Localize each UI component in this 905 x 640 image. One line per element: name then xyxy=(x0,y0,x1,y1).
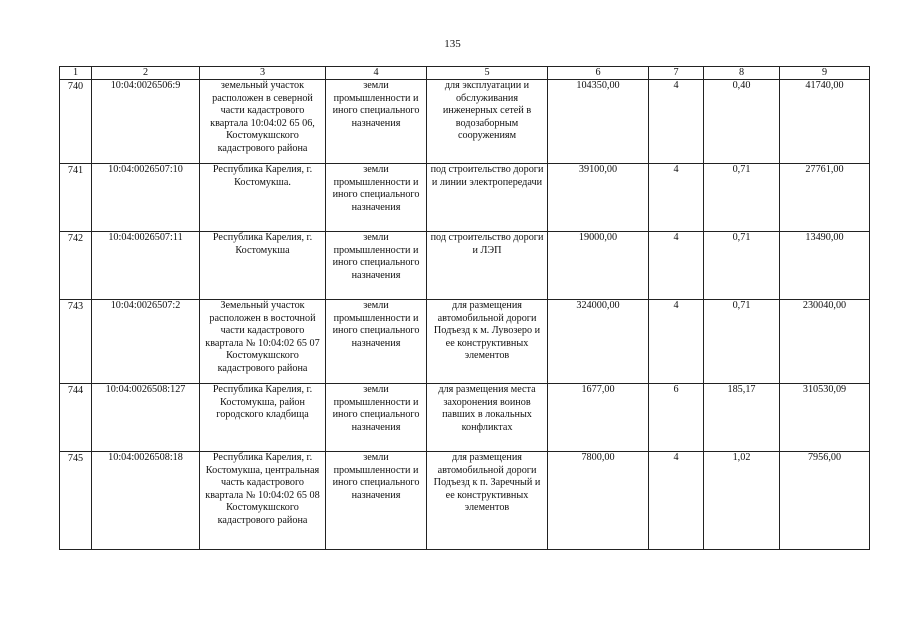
location-cell: Республика Карелия, г. Костомукша xyxy=(200,232,326,300)
location-cell: земельный участок расположен в северной части кадастрового квартала 10:04:02 65 06, Костомукшского кадастрового района xyxy=(200,80,326,164)
table-row xyxy=(60,164,870,232)
coefficient-cell: 1,02 xyxy=(704,452,780,550)
purpose-cell: под строительство дороги и линии электропередачи xyxy=(427,164,548,232)
category-cell: земли промышленности и иного специального назначения xyxy=(326,164,427,232)
page-number: 135 xyxy=(444,38,461,50)
row-number: 740 xyxy=(60,80,92,164)
col7-cell: 4 xyxy=(649,452,704,550)
table-row xyxy=(60,232,870,300)
table-row xyxy=(60,300,870,384)
purpose-cell: для размещения автомобильной дороги Подъезд к п. Заречный и ее конструктивных элементов xyxy=(427,452,548,550)
row-number: 742 xyxy=(60,232,92,300)
column-header: 3 xyxy=(200,67,326,80)
table-header-row xyxy=(60,67,870,80)
row-number: 741 xyxy=(60,164,92,232)
coefficient-cell: 0,71 xyxy=(704,232,780,300)
cadastral-number: 10:04:0026507:11 xyxy=(92,232,200,300)
category-cell: земли промышленности и иного специального назначения xyxy=(326,232,427,300)
col7-cell: 4 xyxy=(649,164,704,232)
value-cell: 41740,00 xyxy=(780,80,870,164)
row-number: 744 xyxy=(60,384,92,452)
col7-cell: 6 xyxy=(649,384,704,452)
area-cell: 1677,00 xyxy=(548,384,649,452)
coefficient-cell: 0,40 xyxy=(704,80,780,164)
col7-cell: 4 xyxy=(649,232,704,300)
purpose-cell: для размещения автомобильной дороги Подъезд к м. Лувозеро и ее конструктивных элементов xyxy=(427,300,548,384)
value-cell: 13490,00 xyxy=(780,232,870,300)
area-cell: 324000,00 xyxy=(548,300,649,384)
location-cell: Земельный участок расположен в восточной части кадастрового квартала № 10:04:02 65 07 Костомукшского кадастрового района xyxy=(200,300,326,384)
column-header: 1 xyxy=(60,67,92,80)
column-header: 7 xyxy=(649,67,704,80)
cadastral-number: 10:04:0026506:9 xyxy=(92,80,200,164)
value-cell: 27761,00 xyxy=(780,164,870,232)
col7-cell: 4 xyxy=(649,80,704,164)
location-cell: Республика Карелия, г. Костомукша. xyxy=(200,164,326,232)
column-header: 4 xyxy=(326,67,427,80)
col7-cell: 4 xyxy=(649,300,704,384)
row-number: 745 xyxy=(60,452,92,550)
column-header: 2 xyxy=(92,67,200,80)
cadastral-number: 10:04:0026508:18 xyxy=(92,452,200,550)
land-plots-table xyxy=(59,66,870,550)
cadastral-number: 10:04:0026507:10 xyxy=(92,164,200,232)
category-cell: земли промышленности и иного специального назначения xyxy=(326,452,427,550)
area-cell: 104350,00 xyxy=(548,80,649,164)
coefficient-cell: 0,71 xyxy=(704,164,780,232)
area-cell: 19000,00 xyxy=(548,232,649,300)
area-cell: 7800,00 xyxy=(548,452,649,550)
purpose-cell: для размещения места захоронения воинов павших в локальных конфликтах xyxy=(427,384,548,452)
category-cell: земли промышленности и иного специального назначения xyxy=(326,80,427,164)
purpose-cell: под строительство дороги и ЛЭП xyxy=(427,232,548,300)
value-cell: 310530,09 xyxy=(780,384,870,452)
category-cell: земли промышленности и иного специального назначения xyxy=(326,384,427,452)
table-row xyxy=(60,452,870,550)
value-cell: 7956,00 xyxy=(780,452,870,550)
column-header: 8 xyxy=(704,67,780,80)
location-cell: Республика Карелия, г. Костомукша, центральная часть кадастрового квартала № 10:04:02 65 08 Костомукшского кадастрового района xyxy=(200,452,326,550)
purpose-cell: для эксплуатации и обслуживания инженерных сетей в водозаборным сооружениям xyxy=(427,80,548,164)
location-cell: Республика Карелия, г. Костомукша, район городского кладбища xyxy=(200,384,326,452)
column-header: 5 xyxy=(427,67,548,80)
coefficient-cell: 185,17 xyxy=(704,384,780,452)
table-row xyxy=(60,384,870,452)
row-number: 743 xyxy=(60,300,92,384)
table-row xyxy=(60,80,870,164)
column-header: 9 xyxy=(780,67,870,80)
area-cell: 39100,00 xyxy=(548,164,649,232)
cadastral-number: 10:04:0026507:2 xyxy=(92,300,200,384)
value-cell: 230040,00 xyxy=(780,300,870,384)
category-cell: земли промышленности и иного специального назначения xyxy=(326,300,427,384)
coefficient-cell: 0,71 xyxy=(704,300,780,384)
cadastral-number: 10:04:0026508:127 xyxy=(92,384,200,452)
column-header: 6 xyxy=(548,67,649,80)
